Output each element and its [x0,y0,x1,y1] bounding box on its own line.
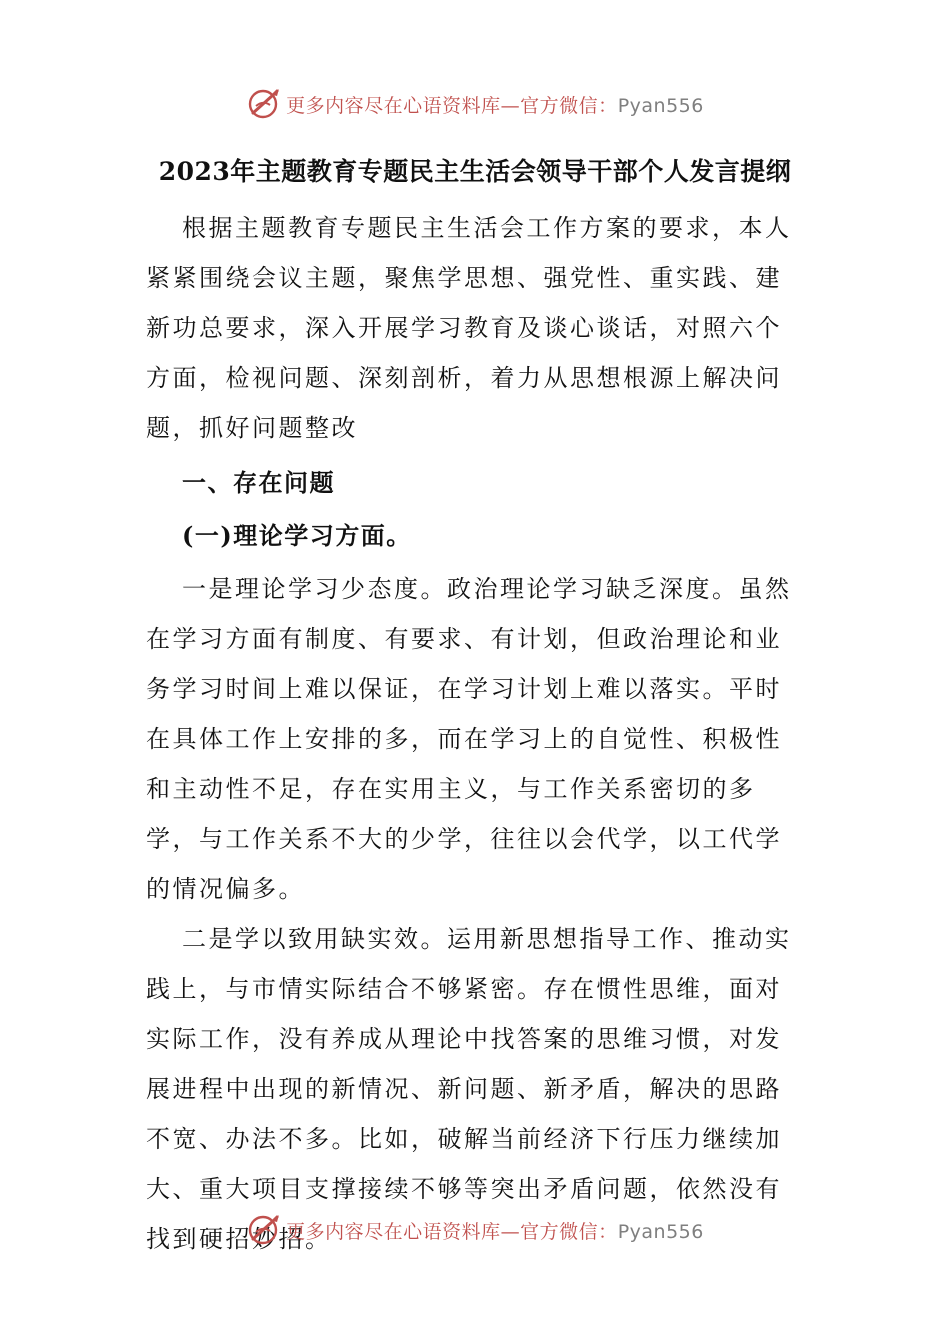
watermark-banner-bottom [0,1210,950,1250]
watermark-site: 更多内容尽在心语资料库 [286,1220,501,1243]
watermark-text [286,91,704,118]
document-title: 2023年主题教育专题民主生活会领导干部个人发言提纲 [158,157,792,186]
watermark-official: 官方微信： [520,1220,618,1243]
watermark-wechat-id: Pyan556 [617,94,704,117]
watermark-wechat-id: Pyan556 [617,1220,704,1243]
paragraph-2: 二是学以致用缺实效。运用新思想指导工作、推动实践上，与市情实际结合不够紧密。存在惯性思维，面对实际工作，没有养成从理论中找答案的思维习惯，对发展进程中出现的新情况、新问题、新矛盾，解决的思路不宽、办法不多。比如，破解当前经济下行压力继续加大、重大项目支撑接续不够等突出矛盾问题，依然没有找到硬招妙招。 [146,925,792,1253]
watermark-official: 官方微信： [520,94,618,117]
watermark-text [286,1217,704,1244]
watermark-dash: — [500,94,521,117]
section-heading: 一、存在问题 [182,468,335,497]
pen-logo-icon [246,1212,282,1248]
paragraph-1: 一是理论学习少态度。政治理论学习缺乏深度。虽然在学习方面有制度、有要求、有计划，但政治理论和业务学习时间上难以保证，在学习计划上难以落实。平时在具体工作上安排的多，而在学习上的自觉性、积极性和主动性不足，存在实用主义，与工作关系密切的多学，与工作关系不大的少学，往往以会代学，以工代学的情况偏多。 [146,575,792,903]
document-body [146,203,798,1264]
watermark-dash: — [500,1220,521,1243]
watermark-site: 更多内容尽在心语资料库 [286,94,501,117]
pen-logo-icon [246,86,282,122]
watermark-banner-top [0,84,950,124]
intro-paragraph: 根据主题教育专题民主生活会工作方案的要求，本人紧紧围绕会议主题，聚焦学思想、强党性、重实践、建新功总要求，深入开展学习教育及谈心谈话，对照六个方面，检视问题、深刻剖析，着力从思想根源上解决问题，抓好问题整改 [146,214,792,442]
subsection-heading: (一)理论学习方面。 [182,521,412,550]
